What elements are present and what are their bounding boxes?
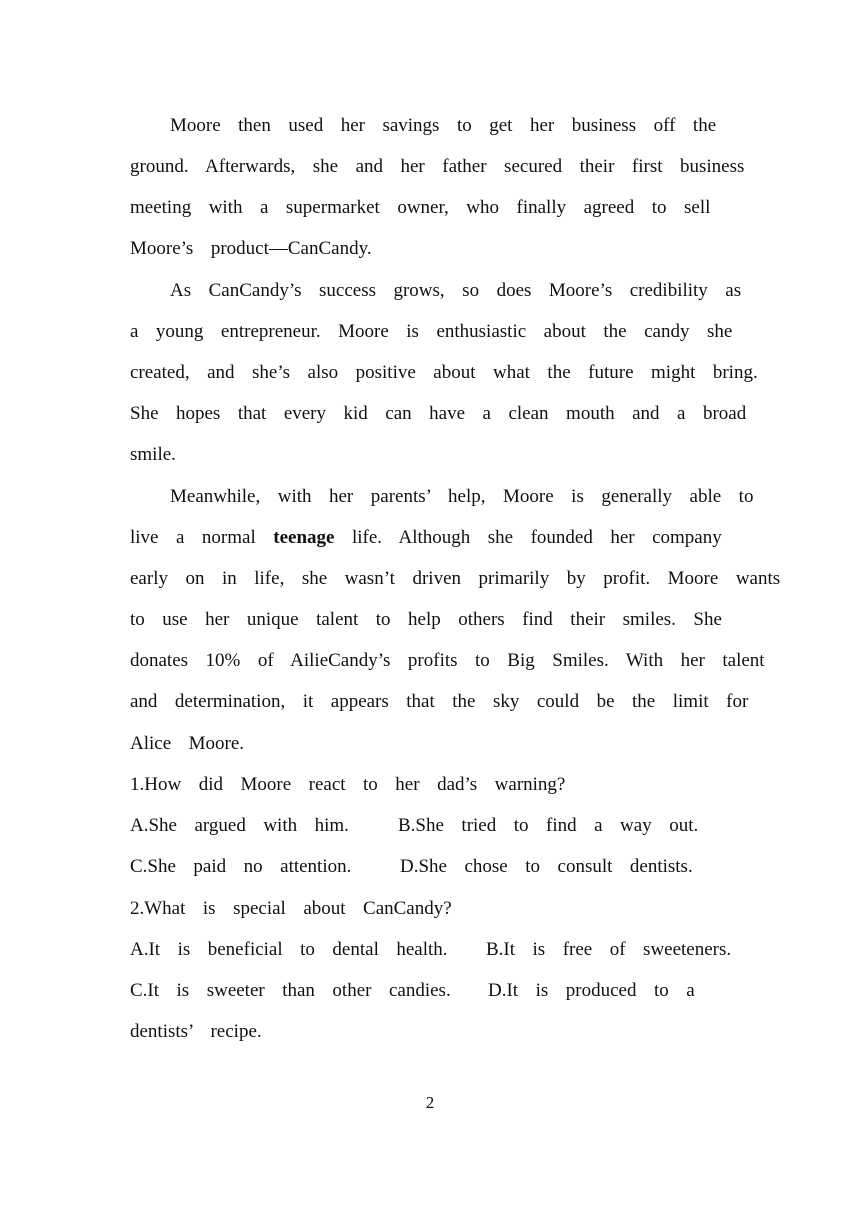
paragraph-3-line-1: Meanwhile, with her parents’ help, Moore is generally able to xyxy=(170,486,754,507)
question-2-stem: 2.What is special about CanCandy? xyxy=(130,898,452,919)
paragraph-3-line-3: early on in life, she wasn’t driven primarily by profit. Moore wants xyxy=(130,568,781,589)
paragraph-3-line-2-start: live a normal xyxy=(130,527,274,548)
bold-word-teenage: teenage xyxy=(273,527,335,548)
paragraph-3-line-4: to use her unique talent to help others find their smiles. She xyxy=(130,609,722,630)
question-1-stem: 1.How did Moore react to her dad’s warning? xyxy=(130,774,566,795)
question-1-option-a: A.She argued with him. xyxy=(130,815,349,836)
paragraph-3-line-2-end: life. Although she founded her company xyxy=(334,527,722,548)
question-2-option-d-continued: dentists’ recipe. xyxy=(130,1021,262,1042)
paragraph-2-line-4: She hopes that every kid can have a clean mouth and a broad xyxy=(130,403,747,424)
paragraph-1-line-1: Moore then used her savings to get her business off the xyxy=(170,115,717,136)
paragraph-2-line-1: As CanCandy’s success grows, so does Moore’s credibility as xyxy=(170,280,742,301)
paragraph-2-line-2: a young entrepreneur. Moore is enthusiastic about the candy she xyxy=(130,321,733,342)
paragraph-1-line-2: ground. Afterwards, she and her father secured their first business xyxy=(130,156,745,177)
question-2-option-b: B.It is free of sweeteners. xyxy=(486,939,732,960)
paragraph-2-line-5: smile. xyxy=(130,444,176,465)
page-number: 2 xyxy=(425,1093,435,1112)
question-1-option-b: B.She tried to find a way out. xyxy=(398,815,699,836)
question-2-option-d: D.It is produced to a xyxy=(488,980,695,1001)
paragraph-3-line-6: and determination, it appears that the sky could be the limit for xyxy=(130,691,749,712)
paragraph-3-line-5: donates 10% of AilieCandy’s profits to Big Smiles. With her talent xyxy=(130,650,765,671)
paragraph-3-line-2 xyxy=(130,526,722,550)
question-1-option-c: C.She paid no attention. xyxy=(130,856,352,877)
question-1-option-d: D.She chose to consult dentists. xyxy=(400,856,693,877)
question-2-option-a: A.It is beneficial to dental health. xyxy=(130,939,448,960)
paragraph-2-line-3: created, and she’s also positive about what the future might bring. xyxy=(130,362,758,383)
question-2-option-c: C.It is sweeter than other candies. xyxy=(130,980,451,1001)
paragraph-3-line-7: Alice Moore. xyxy=(130,733,245,754)
paragraph-1-line-4: Moore’s product—CanCandy. xyxy=(130,238,372,259)
paragraph-1-line-3: meeting with a supermarket owner, who finally agreed to sell xyxy=(130,197,711,218)
